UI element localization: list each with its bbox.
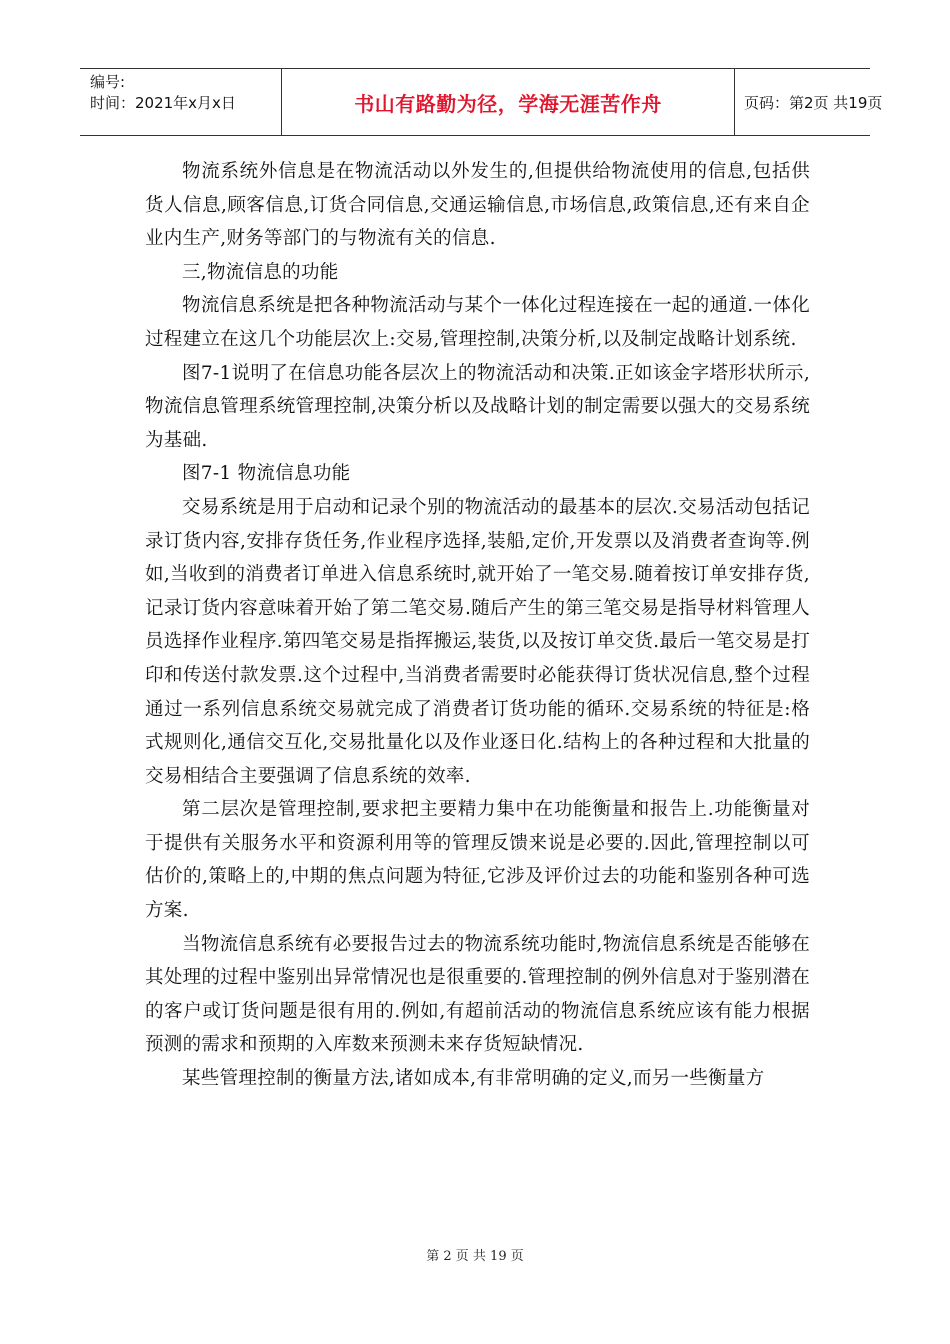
header-page-code: 页码：第2页 共19页 (744, 93, 883, 112)
header-page-code-cell (735, 69, 883, 135)
header-meta (80, 69, 282, 135)
body-paragraph: 图7-1说明了在信息功能各层次上的物流活动和决策.正如该金字塔形状所示,物流信息管理系统管理控制,决策分析以及战略计划的制定需要以强大的交易系统为基础. (145, 362, 810, 451)
body-paragraph: 物流系统外信息是在物流活动以外发生的,但提供给物流使用的信息,包括供货人信息,顾客信息,订货合同信息,交通运输信息,市场信息,政策信息,还有来自企业内生产,财务等部门的与物流有关的信息. (145, 161, 810, 250)
page-header (80, 68, 883, 136)
body-paragraph: 当物流信息系统有必要报告过去的物流系统功能时,物流信息系统是否能够在其处理的过程中鉴别出异常情况也是很重要的.管理控制的例外信息对于鉴别潜在的客户或订货问题是很有用的.例如,有超前活动的物流信息系统应该有能力根据预测的需求和预期的入库数来预测未来存货短缺情况. (145, 933, 810, 1056)
section-heading: 三,物流信息的功能 (182, 261, 339, 283)
document-number-label: 编号: (90, 73, 126, 91)
body-paragraph: 交易系统是用于启动和记录个别的物流活动的最基本的层次.交易活动包括记录订货内容,安排存货任务,作业程序选择,装船,定价,开发票以及消费者查询等.例如,当收到的消费者订单进入信息系统时,就开始了一笔交易.随着按订单安排存货,记录订货内容意味着开始了第二笔交易.随后产生的第三笔交易是指导材料管理人员选择作业程序.第四笔交易是指挥搬运,装货,以及按订单交货.最后一笔交易是打印和传送付款发票.这个过程中,当消费者需要时必能获得订货状况信息,整个过程通过一系列信息系统交易就完成了消费者订货功能的循环.交易系统的特征是:格式规则化,通信交互化,交易批量化以及作业逐日化.结构上的各种过程和大批量的交易相结合主要强调了信息系统的效率. (145, 496, 810, 787)
figure-caption: 图7-1 物流信息功能 (182, 463, 351, 485)
footer-page-indicator: 第 2 页 共 19 页 (426, 1249, 524, 1264)
document-body (145, 155, 810, 1096)
body-paragraph: 某些管理控制的衡量方法,诸如成本,有非常明确的定义,而另一些衡量方 (182, 1068, 765, 1090)
header-motto: 书山有路勤为径，学海无涯苦作舟 (354, 91, 662, 116)
body-paragraph: 第二层次是管理控制,要求把主要精力集中在功能衡量和报告上.功能衡量对于提供有关服务水平和资源利用等的管理反馈来说是必要的.因此,管理控制以可估价的,策略上的,中期的焦点问题为特征,它涉及评价过去的功能和鉴别各种可选方案. (145, 799, 810, 922)
body-paragraph: 物流信息系统是把各种物流活动与某个一体化过程连接在一起的通道.一体化过程建立在这几个功能层次上:交易,管理控制,决策分析,以及制定战略计划系统. (145, 295, 810, 350)
document-date: 时间：2021年x月x日 (90, 94, 236, 112)
page-footer (0, 1245, 950, 1264)
header-motto-cell (282, 69, 735, 135)
